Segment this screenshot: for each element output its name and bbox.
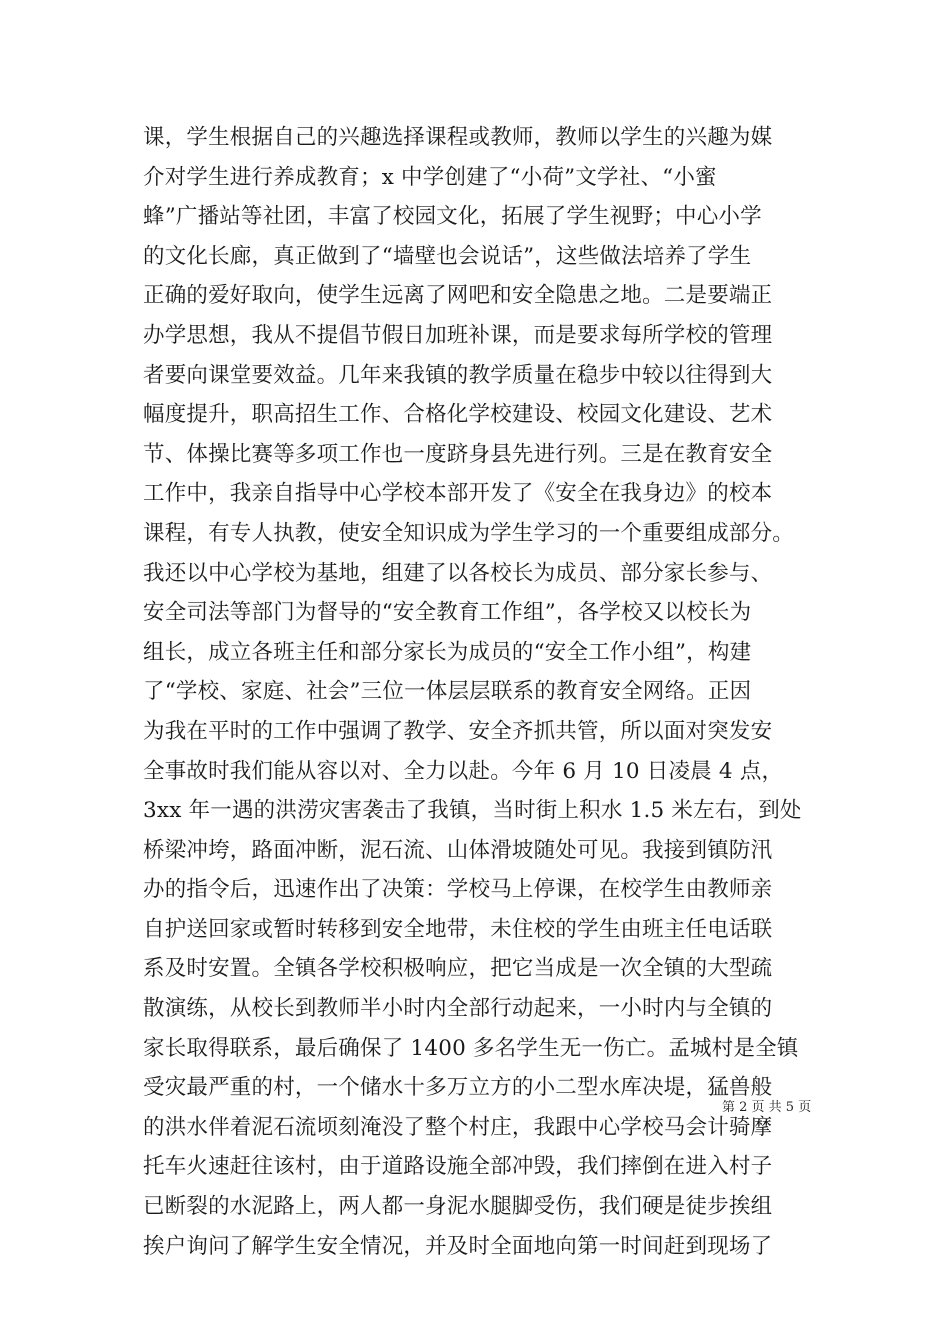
text-line: 系及时安置。全镇各学校积极响应，把它当成是一次全镇的大型疏 [143, 956, 773, 982]
text-line: 托车火速赶往该村，由于道路设施全部冲毁，我们摔倒在进入村子 [143, 1154, 773, 1180]
text-line: 介对学生进行养成教育；x 中学创建了“小荷”文学社、“小蜜 [143, 164, 717, 190]
text-line: 了“学校、家庭、社会”三位一体层层联系的教育安全网络。正因 [143, 679, 752, 705]
text-line: 挨户询问了解学生安全情况，并及时全面地向第一时间赶到现场了 [143, 1233, 773, 1259]
text-line: 的文化长廊，真正做到了“墙壁也会说话”，这些做法培养了学生 [143, 243, 752, 269]
text-line: 课，学生根据自己的兴趣选择课程或教师，教师以学生的兴趣为媒 [143, 125, 773, 150]
text-line: 家长取得联系，最后确保了 1400 多名学生无一伤亡。孟城村是全镇 [143, 1035, 799, 1061]
text-line: 的洪水伴着泥石流顷刻淹没了整个村庄，我跟中心学校马会计骑摩 [143, 1114, 773, 1140]
text-line: 我还以中心学校为基地，组建了以各校长为成员、部分家长参与、 [143, 560, 773, 586]
text-line: 节、体操比赛等多项工作也一度跻身县先进行列。三是在教育安全 [143, 441, 773, 467]
text-line: 课程，有专人执教，使安全知识成为学生学习的一个重要组成部分。 [143, 520, 795, 546]
text-line: 受灾最严重的村，一个储水十多万立方的小二型水库决堤，猛兽般 [143, 1075, 773, 1101]
text-line: 3xx 年一遇的洪涝灾害袭击了我镇，当时街上积水 1.5 米左右，到处 [143, 798, 802, 824]
text-line: 为我在平时的工作中强调了教学、安全齐抓共管，所以面对突发安 [143, 718, 773, 744]
text-line: 正确的爱好取向，使学生远离了网吧和安全隐患之地。二是要端正 [143, 283, 773, 309]
text-line: 散演练，从校长到教师半小时内全部行动起来，一小时内与全镇的 [143, 996, 773, 1022]
text-line: 桥梁冲垮，路面冲断，泥石流、山体滑坡随处可见。我接到镇防汛 [143, 837, 773, 863]
text-line: 安全司法等部门为督导的“安全教育工作组”，各学校又以校长为 [143, 600, 752, 626]
text-line: 办学思想，我从不提倡节假日加班补课，而是要求每所学校的管理 [143, 322, 773, 348]
text-line: 幅度提升，职高招生工作、合格化学校建设、校园文化建设、艺术 [143, 402, 773, 428]
page-number-footer: 第 2 页 共 5 页 [722, 1100, 812, 1115]
text-line: 办的指令后，迅速作出了决策：学校马上停课，在校学生由教师亲 [143, 877, 773, 903]
text-line: 组长，成立各班主任和部分家长为成员的“安全工作小组”，构建 [143, 639, 752, 665]
text-line: 蜂”广播站等社团，丰富了校园文化，拓展了学生视野；中心小学 [143, 204, 762, 230]
body-text [143, 118, 823, 1266]
text-line: 者要向课堂要效益。几年来我镇的教学质量在稳步中较以往得到大 [143, 362, 773, 388]
text-line: 已断裂的水泥路上，两人都一身泥水腿脚受伤，我们硬是徒步挨组 [143, 1194, 773, 1220]
text-line: 自护送回家或暂时转移到安全地带，未住校的学生由班主任电话联 [143, 916, 773, 942]
text-line: 全事故时我们能从容以对、全力以赴。今年 6 月 10 日凌晨 4 点， [143, 758, 784, 784]
text-line: 工作中，我亲自指导中心学校本部开发了《安全在我身边》的校本 [143, 481, 773, 507]
